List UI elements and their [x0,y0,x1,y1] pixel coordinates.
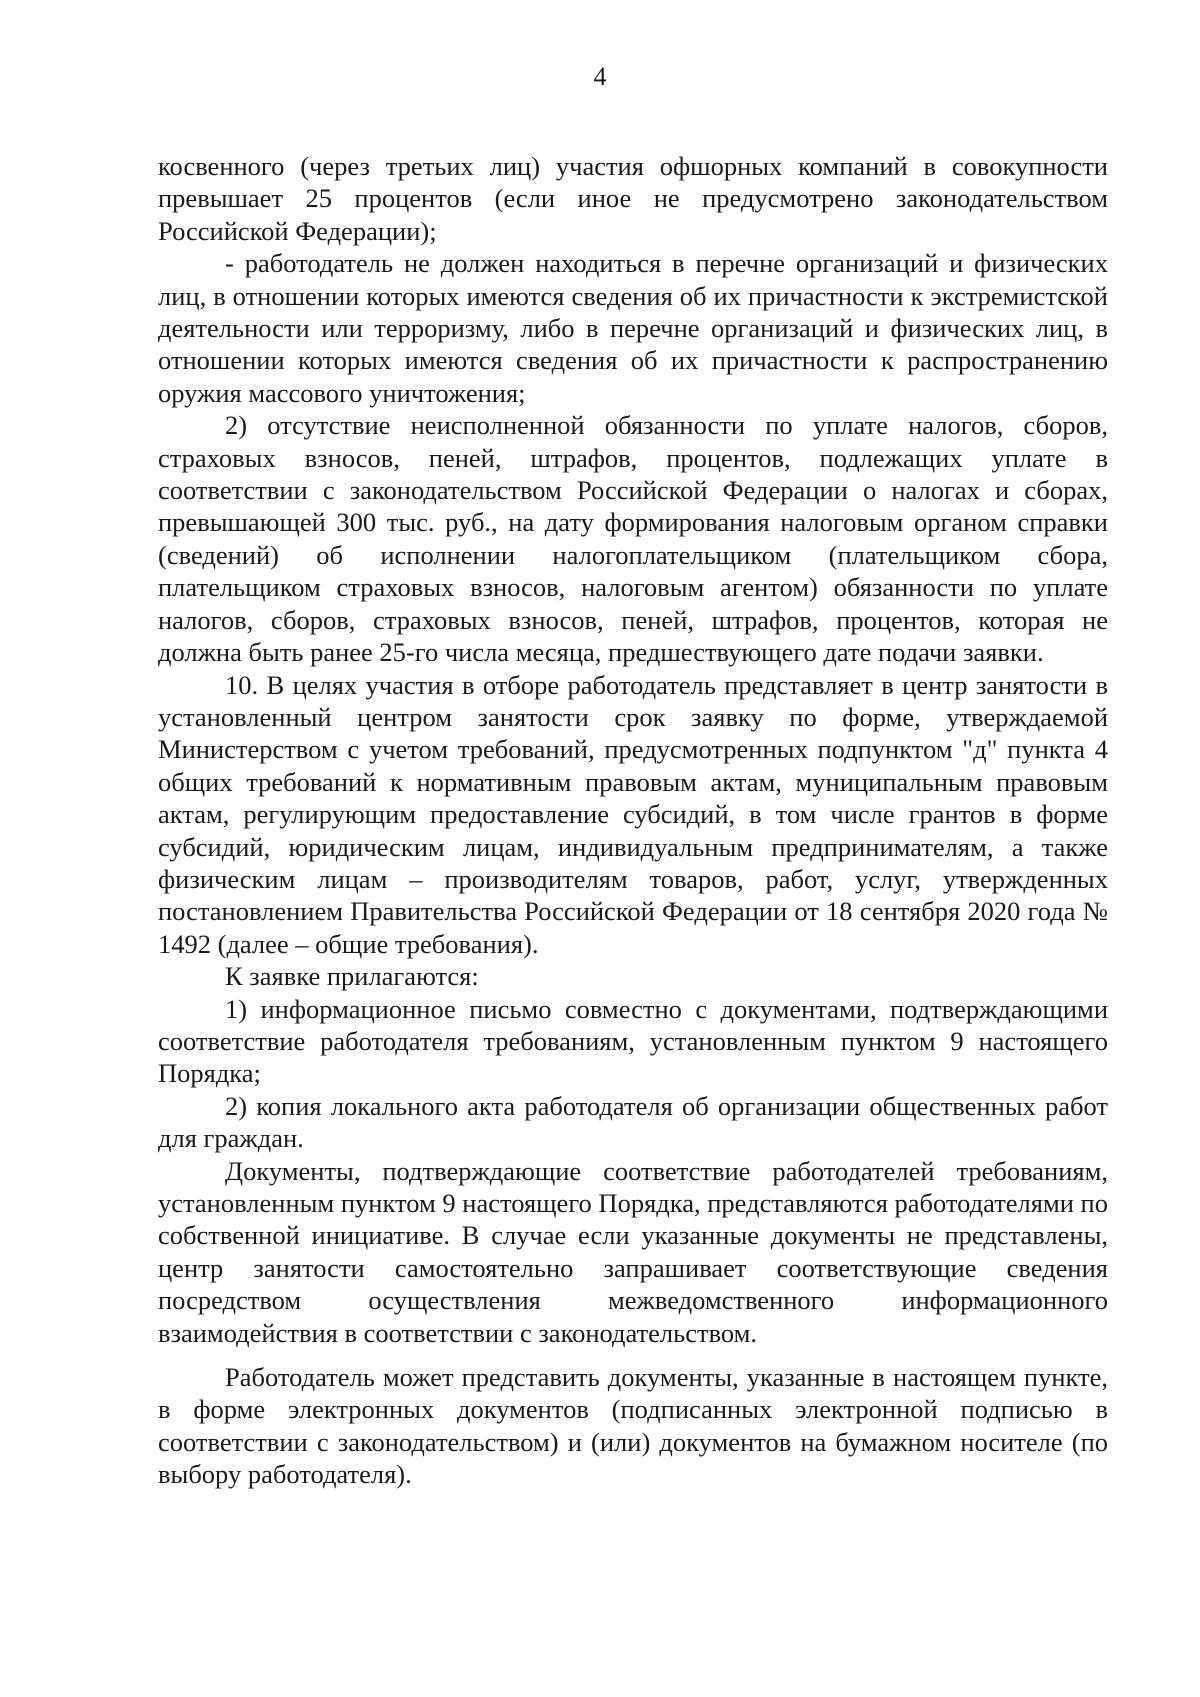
paragraph-documents-initiative: Документы, подтверждающие соответствие работодателей требованиям, установленным пунктом 9 настоящего Порядка, представляются работодателями по собственной инициативе. В случае если указанные документы не представлены, центр занятости самостоятельно запрашивает соответствующие сведения посредством осуществления межведомственного информационного взаимодействия в соответствии с законодательством. [158,1155,1108,1348]
paragraph-item-10-application: 10. В целях участия в отборе работодатель представляет в центр занятости в установленный центром занятости срок заявку по форме, утверждаемой Министерством с учетом требований, предусмотренных подпунктом "д" пункта 4 общих требований к нормативным правовым актам, муниципальным правовым актам, регулирующим предоставление субсидий, в том числе грантов в форме субсидий, юридическим лицам, индивидуальным предпринимателям, а также физическим лицам – производителям товаров, работ, услуг, утвержденных постановлением Правительства Российской Федерации от 18 сентября 2020 года № 1492 (далее – общие требования). [158,669,1108,959]
paragraph-tax-debt: 2) отсутствие неисполненной обязанности по уплате налогов, сборов, страховых взносов, пеней, штрафов, процентов, подлежащих уплате в соответствии с законодательством Российской Федерации о налогах и сборах, превышающей 300 тыс. руб., на дату формирования налоговым органом справки (сведений) об исполнении налогоплательщиком (плательщиком сбора, плательщиком страховых взносов, налоговым агентом) обязанности по уплате налогов, сборов, страховых взносов, пеней, штрафов, процентов, которая не должна быть ранее 25-го числа месяца, предшествующего дате подачи заявки. [158,410,1108,668]
paragraph-attachments-heading: К заявке прилагаются: [225,961,479,992]
paragraph-extremism-list: - работодатель не должен находиться в перечне организаций и физических лиц, в отношении которых имеются сведения об их причастности к экстремистской деятельности или терроризму, либо в перечне организаций и физических лиц, в отношении которых имеются сведения об их причастности к распространению оружия массового уничтожения; [158,248,1108,408]
document-body [158,150,1108,1491]
paragraph-electronic-documents: Работодатель может представить документы, указанные в настоящем пункте, в форме электронных документов (подписанных электронной подписью в соответствии с законодательством) и (или) документов на бумажном носителе (по выбору работодателя). [158,1362,1108,1490]
paragraph-offshore-continuation: косвенного (через третьих лиц) участия офшорных компаний в совокупности превышает 25 процентов (если иное не предусмотрено законодательством Российской Федерации); [158,151,1108,246]
page-number: 4 [593,62,607,91]
paragraph-attachment-2: 2) копия локального акта работодателя об организации общественных работ для граждан. [158,1090,1108,1154]
paragraph-attachment-1: 1) информационное письмо совместно с документами, подтверждающими соответствие работодателя требованиям, установленным пунктом 9 настоящего Порядка; [158,993,1108,1089]
